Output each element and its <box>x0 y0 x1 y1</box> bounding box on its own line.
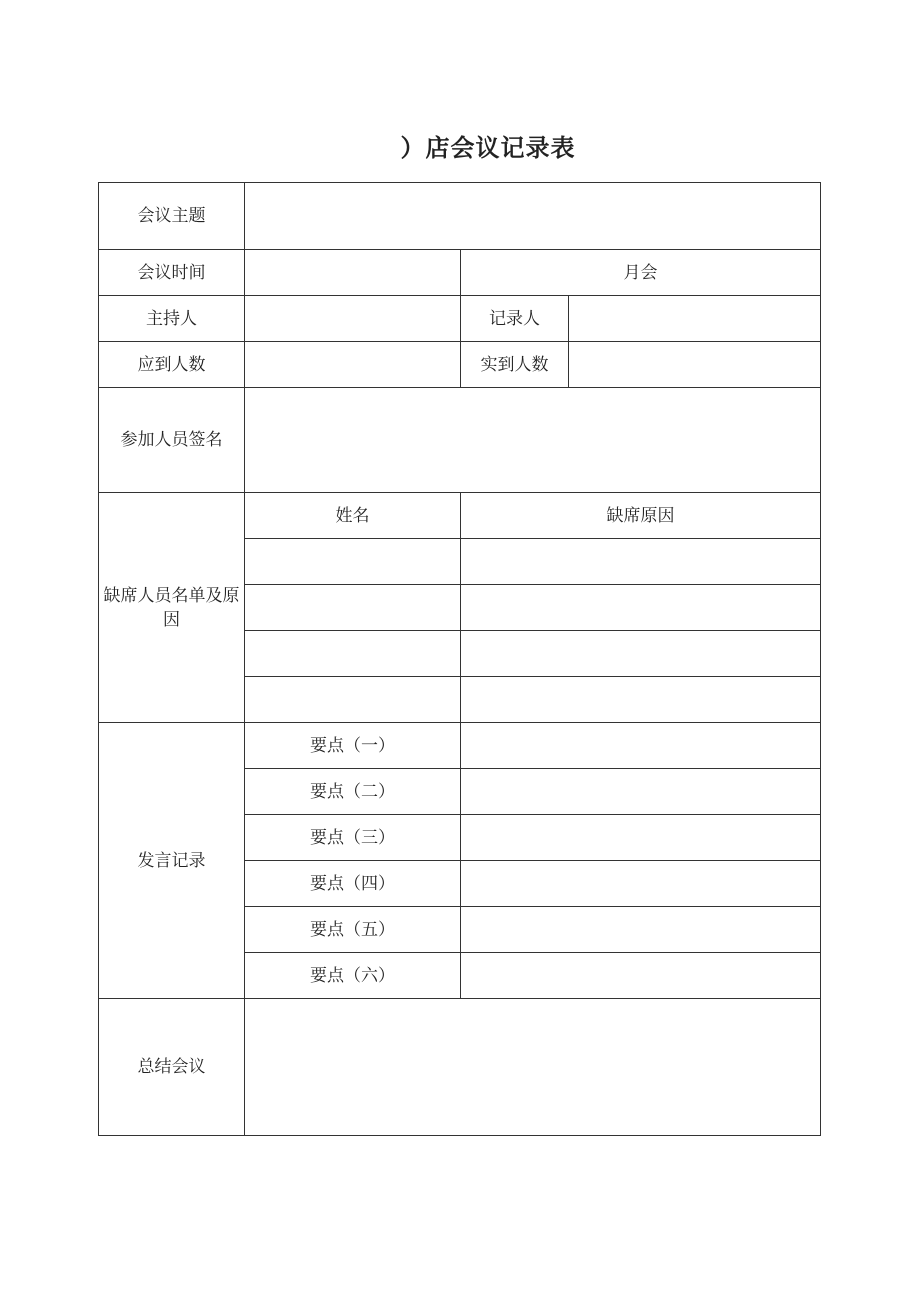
topic-field[interactable] <box>245 183 821 250</box>
signature-field[interactable] <box>245 388 821 493</box>
expected-field[interactable] <box>245 342 461 388</box>
speech-point-field[interactable] <box>461 723 821 769</box>
speech-point-label: 要点（五） <box>245 907 461 953</box>
time-row <box>99 250 821 296</box>
time-field[interactable] <box>245 250 461 296</box>
speech-point-label: 要点（一） <box>245 723 461 769</box>
speech-label: 发言记录 <box>99 723 245 999</box>
host-field[interactable] <box>245 296 461 342</box>
signature-label: 参加人员签名 <box>99 388 245 493</box>
month-meeting-field[interactable]: 月会 <box>461 250 821 296</box>
host-label: 主持人 <box>99 296 245 342</box>
recorder-field[interactable] <box>569 296 821 342</box>
summary-field[interactable] <box>245 999 821 1136</box>
actual-label: 实到人数 <box>461 342 569 388</box>
recorder-label: 记录人 <box>461 296 569 342</box>
topic-label: 会议主题 <box>99 183 245 250</box>
speech-point-label: 要点（三） <box>245 815 461 861</box>
absent-name-field[interactable] <box>245 539 461 585</box>
speech-point-field[interactable] <box>461 769 821 815</box>
speech-point-field[interactable] <box>461 907 821 953</box>
attendance-row <box>99 342 821 388</box>
absent-reason-field[interactable] <box>461 585 821 631</box>
speech-row <box>99 723 821 769</box>
absent-reason-field[interactable] <box>461 677 821 723</box>
speech-point-field[interactable] <box>461 861 821 907</box>
signature-row <box>99 388 821 493</box>
speech-point-field[interactable] <box>461 953 821 999</box>
actual-field[interactable] <box>569 342 821 388</box>
absent-name-field[interactable] <box>245 585 461 631</box>
host-row <box>99 296 821 342</box>
meeting-record-table <box>98 182 821 1136</box>
topic-row <box>99 183 821 250</box>
absent-reason-field[interactable] <box>461 631 821 677</box>
expected-label: 应到人数 <box>99 342 245 388</box>
absent-name-header: 姓名 <box>245 493 461 539</box>
absent-name-field[interactable] <box>245 631 461 677</box>
absent-name-field[interactable] <box>245 677 461 723</box>
speech-point-label: 要点（四） <box>245 861 461 907</box>
time-label: 会议时间 <box>99 250 245 296</box>
absent-reason-header: 缺席原因 <box>461 493 821 539</box>
absent-header-row <box>99 493 821 539</box>
speech-point-field[interactable] <box>461 815 821 861</box>
speech-point-label: 要点（六） <box>245 953 461 999</box>
summary-row <box>99 999 821 1136</box>
page-title: ）店会议记录表 <box>400 134 576 162</box>
speech-point-label: 要点（二） <box>245 769 461 815</box>
absent-label: 缺席人员名单及原因 <box>99 493 245 723</box>
summary-label: 总结会议 <box>99 999 245 1136</box>
absent-reason-field[interactable] <box>461 539 821 585</box>
